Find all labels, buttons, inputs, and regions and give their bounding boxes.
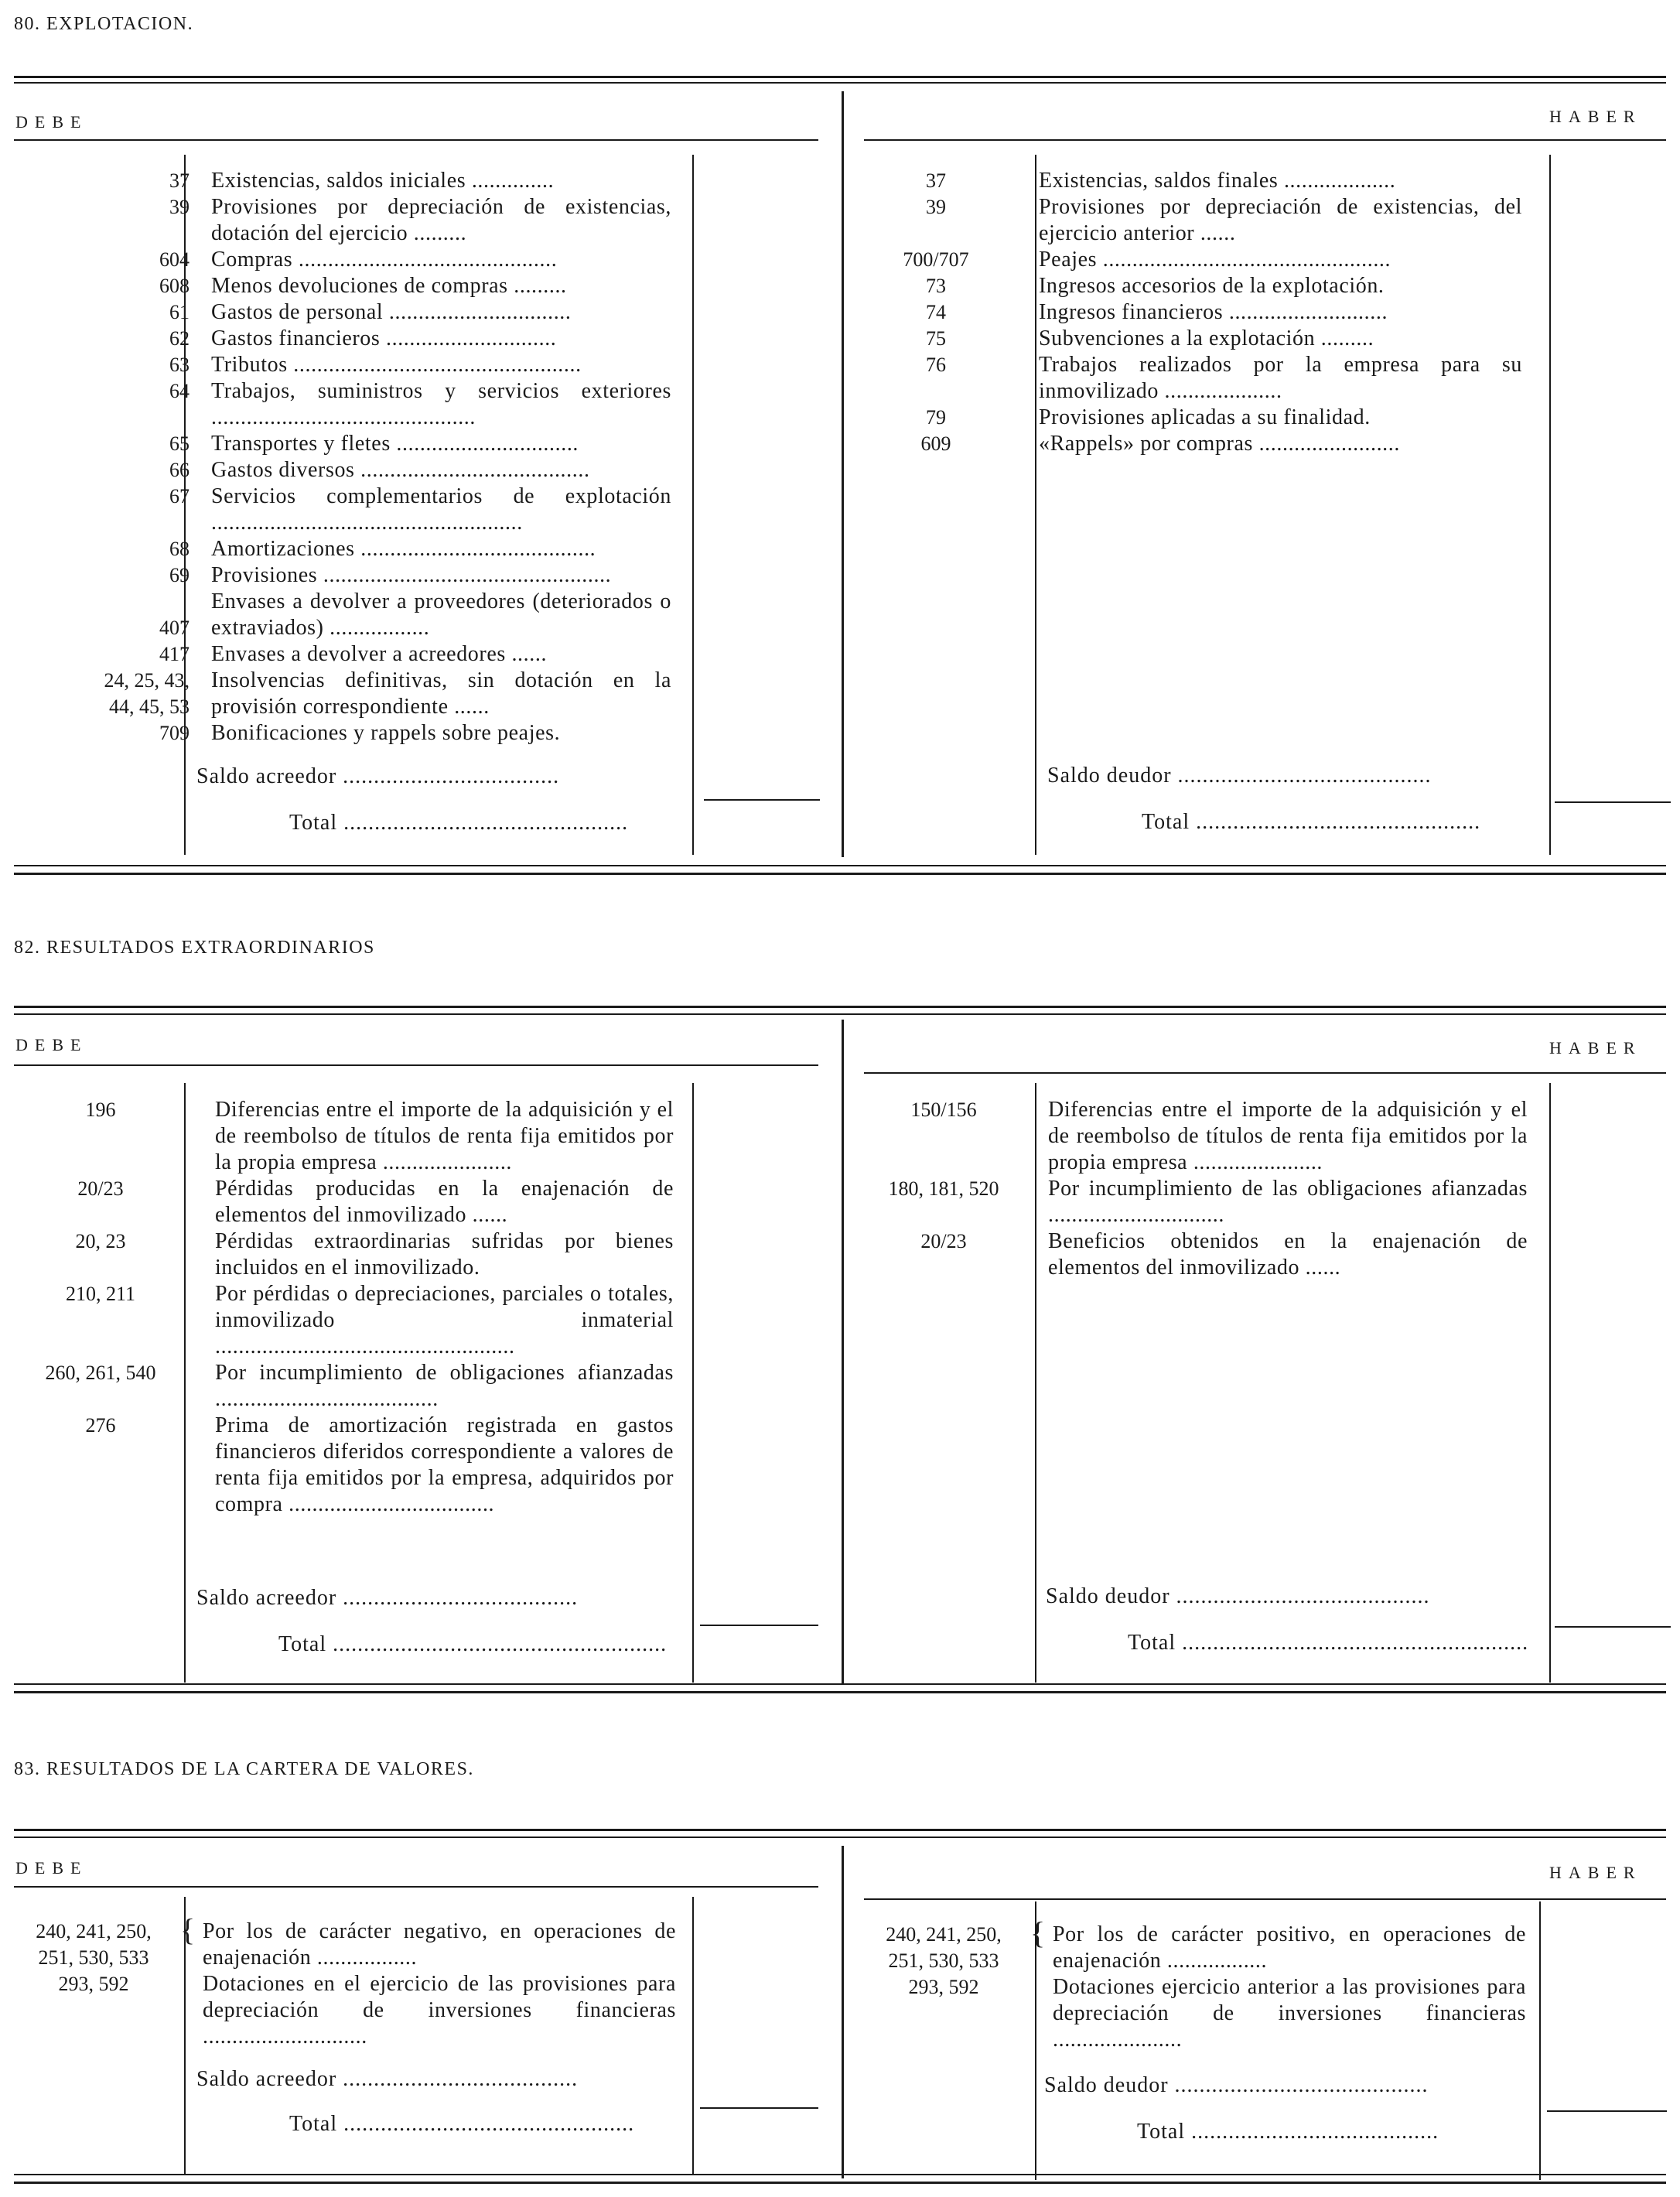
entry-description: Pérdidas producidas en la enajenación de elementos del inmovilizado ...... bbox=[215, 1177, 674, 1227]
debe-amount-divider bbox=[692, 1083, 694, 1683]
account-code: 609 bbox=[920, 432, 951, 455]
header-underline-right bbox=[864, 1898, 1666, 1900]
total-haber: Total ........................................ bbox=[1137, 2120, 1439, 2144]
saldo-deudor: Saldo deudor ......................................... bbox=[1044, 2073, 1429, 2097]
entry-description: Trabajos, suministros y servicios exteriores ............................................. bbox=[211, 379, 671, 429]
section-title: 82. RESULTADOS EXTRAORDINARIOS bbox=[14, 938, 375, 958]
account-code: 180, 181, 520 bbox=[888, 1177, 999, 1200]
haber-row bbox=[870, 247, 1535, 273]
section-83-resultados-cartera-valores bbox=[0, 1750, 1680, 2197]
account-code: 65 bbox=[169, 432, 190, 455]
total-haber: Total ........................................................ bbox=[1128, 1631, 1529, 1655]
debe-label: DEBE bbox=[15, 1858, 88, 1878]
header-underline-left bbox=[14, 139, 818, 141]
header-underline-left bbox=[14, 1886, 818, 1888]
debe-amount-subtotal-line bbox=[700, 1625, 818, 1626]
haber-amount-divider bbox=[1539, 1901, 1541, 2180]
entry-description: Compras ............................................ bbox=[211, 248, 558, 272]
account-code: 39 bbox=[926, 196, 946, 218]
account-code: 73 bbox=[926, 275, 946, 297]
entry-description: Por los de carácter negativo, en operaciones de enajenación ................. bbox=[203, 1919, 676, 1970]
entry-description: Trabajos realizados por la empresa para su inmovilizado .................... bbox=[1039, 353, 1522, 403]
haber-label: HABER bbox=[1549, 107, 1642, 126]
debe-row bbox=[23, 378, 681, 431]
haber-row bbox=[870, 326, 1535, 352]
brace-icon: { bbox=[180, 1912, 196, 1947]
haber-amount-subtotal-line bbox=[1555, 801, 1671, 803]
entry-description: Tributos ................................................. bbox=[211, 353, 582, 377]
entry-description: Prima de amortización registrada en gastos financieros diferidos correspondiente a valores de renta fija emitidos por la empresa, adquiridos por compra ................................... bbox=[215, 1413, 674, 1516]
header-underline-left bbox=[14, 1064, 818, 1066]
account-code: 20, 23 bbox=[75, 1230, 126, 1252]
debe-amount-divider bbox=[692, 155, 694, 855]
haber-entries bbox=[870, 168, 1535, 457]
account-code: 67 bbox=[169, 485, 190, 507]
entry-description: Provisiones ................................................. bbox=[211, 563, 612, 587]
haber-row bbox=[870, 431, 1535, 457]
haber-row bbox=[870, 299, 1535, 326]
haber-row bbox=[870, 405, 1535, 431]
debe-row bbox=[23, 352, 681, 378]
debe-row bbox=[23, 483, 681, 536]
debe-row bbox=[23, 273, 681, 299]
debe-row bbox=[23, 668, 681, 720]
account-code: 76 bbox=[926, 354, 946, 376]
account-code: 276 bbox=[85, 1414, 116, 1437]
account-code: 407 bbox=[159, 617, 190, 639]
bottom-rule-1 bbox=[14, 1683, 1666, 1685]
saldo-acreedor: Saldo acreedor ...................................... bbox=[196, 1586, 579, 1610]
account-code: 74 bbox=[926, 301, 946, 323]
debe-row bbox=[23, 194, 681, 247]
top-rule-2 bbox=[14, 1837, 1666, 1838]
entry-description: Beneficios obtenidos en la enajenación de elementos del inmovilizado ...... bbox=[1048, 1229, 1528, 1280]
section-80-explotacion bbox=[0, 0, 1680, 897]
bottom-rule-1 bbox=[14, 865, 1666, 866]
center-divider bbox=[842, 91, 844, 857]
debe-entries bbox=[23, 168, 681, 747]
account-code: 24, 25, 43, 44, 45, 53 bbox=[104, 669, 190, 718]
account-code: 39 bbox=[169, 196, 190, 218]
entry-description: Dotaciones en el ejercicio de las provisiones para depreciación de inversiones financieras ............................ bbox=[203, 1972, 676, 2048]
entry-description: Existencias, saldos finales ................... bbox=[1039, 169, 1396, 193]
account-code: 150/156 bbox=[910, 1098, 977, 1121]
account-code: 700/707 bbox=[903, 248, 969, 271]
debe-row bbox=[23, 431, 681, 457]
account-code: 20/23 bbox=[77, 1177, 124, 1200]
bottom-rule-2 bbox=[14, 1691, 1666, 1693]
top-rule bbox=[14, 1829, 1666, 1831]
haber-entries bbox=[862, 1915, 1535, 2053]
entry-description: Peajes ................................................. bbox=[1039, 248, 1391, 272]
debe-row bbox=[23, 247, 681, 273]
entry-description: Amortizaciones ........................................ bbox=[211, 537, 596, 561]
entry-description: Gastos financieros ............................. bbox=[211, 326, 557, 350]
debe-entries bbox=[12, 1912, 685, 2050]
entry-description: Gastos de personal ............................... bbox=[211, 300, 572, 324]
debe-row bbox=[23, 1176, 681, 1228]
debe-row bbox=[23, 536, 681, 562]
entry-description: Provisiones aplicadas a su finalidad. bbox=[1039, 405, 1371, 429]
haber-row bbox=[862, 1228, 1535, 1281]
account-code: 260, 261, 540 bbox=[45, 1362, 156, 1384]
account-code: 66 bbox=[169, 459, 190, 481]
debe-amount-subtotal-line bbox=[704, 799, 820, 801]
haber-amount-divider bbox=[1549, 155, 1551, 855]
entry-description: Envases a devolver a proveedores (deteriorados o extraviados) ................. bbox=[211, 589, 671, 640]
haber-row bbox=[862, 1974, 1535, 2053]
top-rule-2 bbox=[14, 1013, 1666, 1015]
account-code: 240, 241, 250, 251, 530, 533 bbox=[886, 1923, 1002, 1972]
saldo-deudor: Saldo deudor ......................................... bbox=[1046, 1584, 1430, 1608]
entry-description: Por incumplimiento de las obligaciones afianzadas .............................. bbox=[1048, 1177, 1528, 1227]
section-82-resultados-extraordinarios bbox=[0, 928, 1680, 1702]
haber-label: HABER bbox=[1549, 1038, 1642, 1057]
account-code: 196 bbox=[85, 1098, 116, 1121]
bottom-rule-2 bbox=[14, 2182, 1666, 2184]
center-divider bbox=[842, 1020, 844, 1685]
total-debe: Total ............................................... bbox=[289, 2112, 635, 2136]
saldo-acreedor: Saldo acreedor ................................... bbox=[196, 764, 560, 788]
account-code: 68 bbox=[169, 538, 190, 560]
section-title: 83. RESULTADOS DE LA CARTERA DE VALORES. bbox=[14, 1759, 474, 1779]
debe-row bbox=[23, 589, 681, 641]
top-rule-2 bbox=[14, 82, 1666, 84]
entry-description: Por los de carácter positivo, en operaciones de enajenación ................. bbox=[1053, 1922, 1526, 1973]
haber-row bbox=[870, 194, 1535, 247]
entry-description: Ingresos accesorios de la explotación. bbox=[1039, 274, 1385, 298]
center-divider bbox=[842, 1846, 844, 2178]
haber-row bbox=[862, 1176, 1535, 1228]
debe-entries bbox=[23, 1097, 681, 1518]
bottom-rule-1 bbox=[14, 2174, 1666, 2175]
bottom-rule-2 bbox=[14, 873, 1666, 875]
entry-description: Servicios complementarios de explotación ..................................................... bbox=[211, 484, 671, 535]
entry-description: Por incumplimiento de obligaciones afianzadas ...................................... bbox=[215, 1361, 674, 1411]
debe-row bbox=[23, 457, 681, 483]
account-code: 62 bbox=[169, 327, 190, 350]
account-code: 79 bbox=[926, 406, 946, 429]
haber-row bbox=[870, 352, 1535, 405]
entry-description: Bonificaciones y rappels sobre peajes. bbox=[211, 721, 561, 745]
entry-description: Subvenciones a la explotación ......... bbox=[1039, 326, 1374, 350]
account-code: 709 bbox=[159, 722, 190, 744]
haber-row bbox=[862, 1915, 1535, 1974]
account-code: 210, 211 bbox=[65, 1283, 136, 1305]
entry-description: Transportes y fletes ............................... bbox=[211, 432, 579, 456]
haber-row bbox=[870, 168, 1535, 194]
debe-row bbox=[23, 1413, 681, 1518]
account-code: 417 bbox=[159, 643, 190, 665]
header-underline-right bbox=[864, 1072, 1666, 1074]
debe-row bbox=[12, 1971, 685, 2050]
account-code: 240, 241, 250, 251, 530, 533 bbox=[36, 1920, 152, 1969]
debe-row bbox=[23, 641, 681, 668]
debe-row bbox=[12, 1912, 685, 1971]
haber-amount-divider bbox=[1549, 1083, 1551, 1683]
total-debe: Total .............................................. bbox=[289, 811, 629, 835]
account-code: 20/23 bbox=[920, 1230, 967, 1252]
debe-label: DEBE bbox=[15, 1035, 88, 1054]
total-debe: Total ...................................................... bbox=[278, 1632, 668, 1656]
top-rule bbox=[14, 1006, 1666, 1008]
entry-description: Gastos diversos ....................................... bbox=[211, 458, 590, 482]
account-code: 37 bbox=[169, 169, 190, 192]
account-code: 293, 592 bbox=[908, 1976, 979, 1998]
account-code: 61 bbox=[169, 301, 190, 323]
debe-row bbox=[23, 1228, 681, 1281]
debe-row bbox=[23, 326, 681, 352]
entry-description: Pérdidas extraordinarias sufridas por bienes incluidos en el inmovilizado. bbox=[215, 1229, 674, 1280]
haber-row bbox=[862, 1097, 1535, 1176]
haber-amount-subtotal-line bbox=[1555, 1626, 1671, 1628]
account-code: 608 bbox=[159, 275, 190, 297]
debe-row bbox=[23, 299, 681, 326]
brace-icon: { bbox=[1030, 1915, 1046, 1950]
entry-description: Menos devoluciones de compras ......... bbox=[211, 274, 567, 298]
debe-row bbox=[23, 1281, 681, 1360]
saldo-acreedor: Saldo acreedor ...................................... bbox=[196, 2067, 579, 2091]
debe-amount-divider bbox=[692, 1897, 694, 2175]
debe-row bbox=[23, 1097, 681, 1176]
haber-entries bbox=[862, 1097, 1535, 1281]
account-code: 75 bbox=[926, 327, 946, 350]
debe-row bbox=[23, 720, 681, 747]
haber-row bbox=[870, 273, 1535, 299]
account-code: 63 bbox=[169, 354, 190, 376]
entry-description: Diferencias entre el importe de la adquisición y el de reembolso de títulos de renta fija emitidos por la propia empresa ...................... bbox=[215, 1098, 674, 1174]
header-underline-right bbox=[864, 139, 1666, 141]
account-code: 69 bbox=[169, 564, 190, 586]
debe-row bbox=[23, 562, 681, 589]
entry-description: Envases a devolver a acreedores ...... bbox=[211, 642, 548, 666]
debe-row bbox=[23, 1360, 681, 1413]
haber-amount-subtotal-line bbox=[1547, 2110, 1667, 2112]
entry-description: «Rappels» por compras ........................ bbox=[1039, 432, 1400, 456]
entry-description: Provisiones por depreciación de existencias, del ejercicio anterior ...... bbox=[1039, 195, 1522, 245]
entry-description: Diferencias entre el importe de la adquisición y el de reembolso de títulos de renta fija emitidos por la propia empresa ...................... bbox=[1048, 1098, 1528, 1174]
saldo-deudor: Saldo deudor ......................................... bbox=[1047, 764, 1432, 788]
account-code: 604 bbox=[159, 248, 190, 271]
entry-description: Por pérdidas o depreciaciones, parciales o totales, inmovilizado inmaterial ................................................... bbox=[215, 1282, 674, 1358]
haber-label: HABER bbox=[1549, 1863, 1642, 1882]
account-code: 37 bbox=[926, 169, 946, 192]
debe-amount-subtotal-line bbox=[700, 2107, 818, 2109]
account-code: 293, 592 bbox=[58, 1973, 129, 1995]
entry-description: Insolvencias definitivas, sin dotación en la provisión correspondiente ...... bbox=[211, 668, 671, 719]
total-haber: Total .............................................. bbox=[1142, 810, 1481, 834]
entry-description: Provisiones por depreciación de existencias, dotación del ejercicio ......... bbox=[211, 195, 671, 245]
debe-row bbox=[23, 168, 681, 194]
debe-label: DEBE bbox=[15, 112, 88, 132]
top-rule bbox=[14, 76, 1666, 78]
entry-description: Ingresos financieros ........................... bbox=[1039, 300, 1388, 324]
entry-description: Dotaciones ejercicio anterior a las provisiones para depreciación de inversiones financieras ...................... bbox=[1053, 1975, 1526, 2052]
account-code: 64 bbox=[169, 380, 190, 402]
entry-description: Existencias, saldos iniciales .............. bbox=[211, 169, 555, 193]
section-title: 80. EXPLOTACION. bbox=[14, 14, 194, 34]
